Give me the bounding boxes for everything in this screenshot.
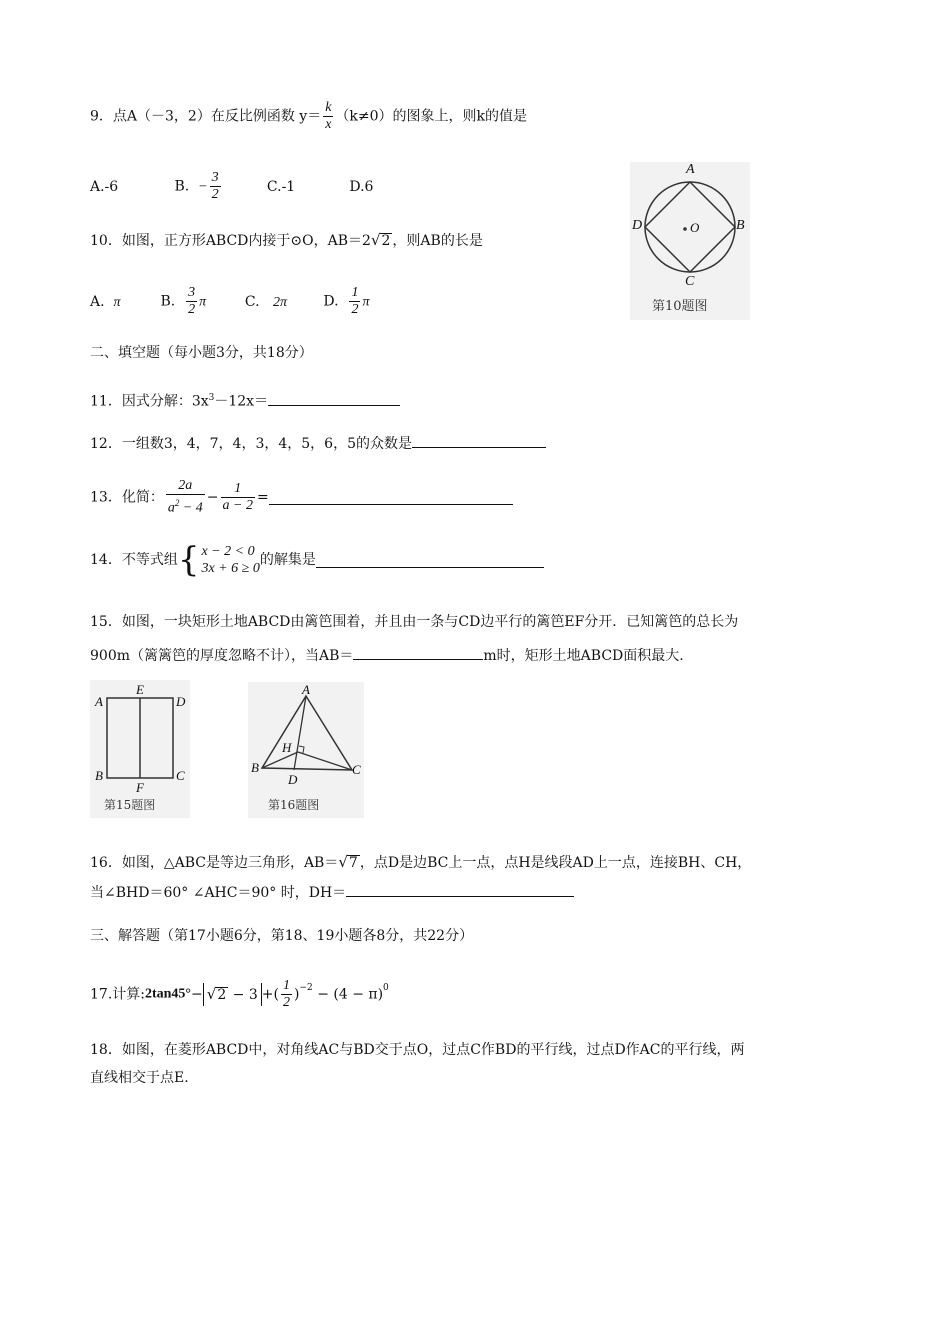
fig15-caption: 第15题图 [104,798,156,812]
fig16-label-c: C [352,762,361,777]
section-2-title: 二、填空题（每小题3分，共18分） [90,345,313,361]
q15-answer-blank[interactable] [353,645,483,660]
q9-prefix: 9．点A（－3，2）在反比例函数 y＝ [90,108,322,125]
q9-options [90,170,373,203]
fig10-label-a: A [686,162,695,177]
fig15-label-c: C [176,768,185,783]
q18-line-2: 直线相交于点E. [90,1070,189,1086]
section-3-title: 三、解答题（第17小题6分，第18、19小题各8分，共22分） [90,928,474,944]
q16-line-1: 16．如图，△ABC是等边三角形，AB＝√7 ，点D是边BC上一点，点H是线段AD上一点，连接BH、CH， [90,853,752,871]
fig15-label-a: A [95,694,103,709]
q9-option-b: B. − $\frac{3}{2}$ [174,170,219,202]
fig15-label-f: F [136,780,144,795]
question-12: 12．一组数3，4，7，4，3，4，5，6，5的众数是 [90,433,546,454]
q14-system: x − 2 < 0 3x + 6 ≥ 0 [201,544,260,576]
fig16-label-b: B [251,760,259,775]
question-9 [90,100,527,133]
question-17: 17.计算:2tan45°− √2 − 3 +( $\frac{1}{2}$ )$^{-2} - (4 - \pi)^0$ [90,978,389,1010]
fig10-label-c: C [685,274,695,289]
fig15-label-d: D [176,694,186,709]
q13-fraction-2: $\frac{1}{a - 2}$ [222,480,253,513]
q17-absolute-value: √2 − 3 [203,983,262,1006]
question-10: 10．如图，正方形ABCD内接于⊙O，AB＝2√2 ，则AB的长是 [90,231,483,249]
q14-answer-blank[interactable] [316,553,544,568]
q12-answer-blank[interactable] [412,433,546,448]
question-13: 13．化简： $\frac{2a}{a^2 - 4}$ − $\frac{1}{a - 2}$ = [90,478,513,517]
fig10-label-d: D [632,218,643,233]
q9-option-c: C.-1 [266,178,296,195]
q10-sqrt: 2 [381,233,391,249]
q10-option-a: A. π [90,293,121,310]
q13-fraction-1: $\frac{2a}{a^2 - 4}$ [167,478,203,516]
q10-option-b: B. $\frac{3}{2}$ π [160,285,207,317]
q16-sqrt: 7 [348,855,358,871]
q9-option-a: A.-6 [90,178,119,195]
q10-option-c: C. 2π [244,293,287,310]
q10-options [90,285,369,318]
fig16-label-h: H [282,740,292,755]
q13-answer-blank[interactable] [269,490,513,505]
fig10-label-b: B [736,218,745,233]
fig15-label-e: E [136,682,144,697]
q15-line-2: 900m（篱篱笆的厚度忽略不计），当AB＝ m时，矩形土地ABCD面积最大. [90,645,684,666]
fig10-label-o: O [690,220,700,235]
q9-option-d: D.6 [349,178,374,195]
q9-suffix: （k≠0）的图象上，则k的值是 [335,108,528,125]
question-14: 14．不等式组{ x − 2 < 0 3x + 6 ≥ 0 的解集是 [90,543,544,577]
figure-16 [248,682,364,818]
q15-line-1: 15．如图，一块矩形土地ABCD由篱笆围着，并且由一条与CD边平行的篱笆EF分开．已知篱笆的总长为 [90,614,739,630]
fig16-label-a: A [302,682,310,697]
figure-15 [90,680,190,818]
q16-line-2: 当∠BHD＝60° ∠AHC＝90° 时，DH＝ [90,882,574,903]
q16-answer-blank[interactable] [346,882,574,897]
q11-answer-blank[interactable] [268,391,400,406]
q10-option-d: D. $\frac{1}{2}$ π [323,285,370,317]
fig16-label-d: D [288,772,298,787]
q18-line-1: 18．如图，在菱形ABCD中，对角线AC与BD交于点O，过点C作BD的平行线，过点D作AC的平行线，两 [90,1042,745,1058]
fig16-caption: 第16题图 [268,798,320,812]
figure-10 [630,162,750,320]
fig15-label-b: B [95,768,103,783]
q10-prefix: 10．如图，正方形ABCD内接于⊙O，AB＝2 [90,233,371,249]
question-11: 11．因式分解：$3x^3-12x=$ [90,388,400,412]
fig10-caption: 第10题图 [652,299,708,314]
q9-fraction: $\frac{k}{x}$ [325,100,332,132]
q10-suffix: ，则AB的长是 [392,233,483,249]
